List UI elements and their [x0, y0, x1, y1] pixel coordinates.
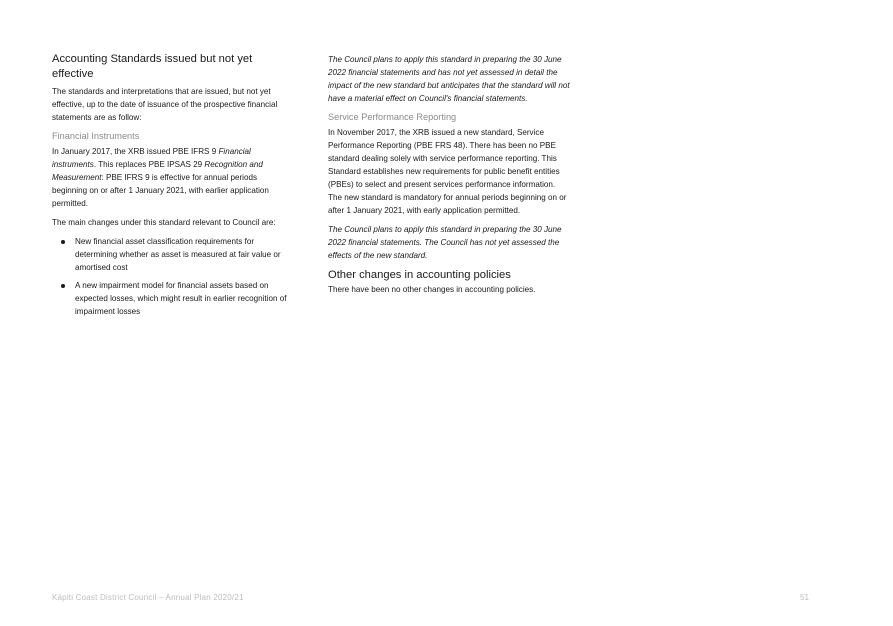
- financial-instruments-paragraph: [52, 145, 288, 210]
- other-changes-paragraph: There have been no other changes in accounting policies.: [328, 285, 536, 294]
- intro-paragraph: The standards and interpretations that are issued, but not yet effective, up to the date of issuance of the prospective financial statements are as follow:: [52, 87, 278, 122]
- fi-text-d: Recognition and Measurement: [52, 160, 263, 182]
- list-item: [52, 235, 288, 274]
- right-column: [328, 53, 570, 302]
- service-performance-paragraph: In November 2017, the XRB issued a new standard, Service Performance Reporting (PBE FRS 48). There has been no PBE standard dealing solely with service performance reporting. This Standard establishes new requirements for public benefit entities (PBEs) to select and present services performance information. The new standard is mandatory for annual periods beginning on or after 1 January 2021, with early application permitted.: [328, 128, 567, 215]
- bullet-icon: [61, 240, 65, 244]
- bullet-icon: [61, 284, 65, 288]
- subheading-financial-instruments: Financial Instruments: [52, 131, 140, 141]
- list-item-text: A new impairment model for financial assets based on expected losses, which might result in earlier recognition of impairment losses: [75, 281, 287, 316]
- subheading-service-performance: Service Performance Reporting: [328, 112, 457, 122]
- list-item: [52, 279, 288, 318]
- section-heading-other-changes: Other changes in accounting policies: [328, 269, 511, 281]
- fi-text-c: . This replaces PBE IPSAS 29: [93, 160, 205, 169]
- main-changes-paragraph: The main changes under this standard relevant to Council are:: [52, 218, 276, 227]
- fi-text-e: : PBE IFRS 9 is effective for annual periods beginning on or after 1 January 2021, with earlier application permitted.: [52, 173, 269, 208]
- fi-text-a: In January 2017, the XRB issued PBE IFRS 9: [52, 147, 219, 156]
- spr-plan-paragraph: The Council plans to apply this standard in preparing the 30 June 2022 financial statements. The Council has not yet assessed the effects of the new standard.: [328, 225, 562, 260]
- changes-list: [52, 235, 288, 318]
- fi-text-b: Financial instruments: [52, 147, 251, 169]
- section-heading-standards: Accounting Standards issued but not yet effective: [52, 53, 253, 80]
- list-item-text: New financial asset classification requirements for determining whether as asset is measured at fair value or amortised cost: [75, 237, 281, 272]
- fi-plan-paragraph: The Council plans to apply this standard in preparing the 30 June 2022 financial statements and has not yet assessed in detail the impact of the new standard but anticipates that the standard will not have a material effect on Council's financial statements.: [328, 55, 570, 103]
- left-column: [52, 52, 288, 323]
- page-number: 51: [800, 593, 809, 602]
- footer-title: Kāpiti Coast District Council – Annual Plan 2020/21: [52, 593, 244, 602]
